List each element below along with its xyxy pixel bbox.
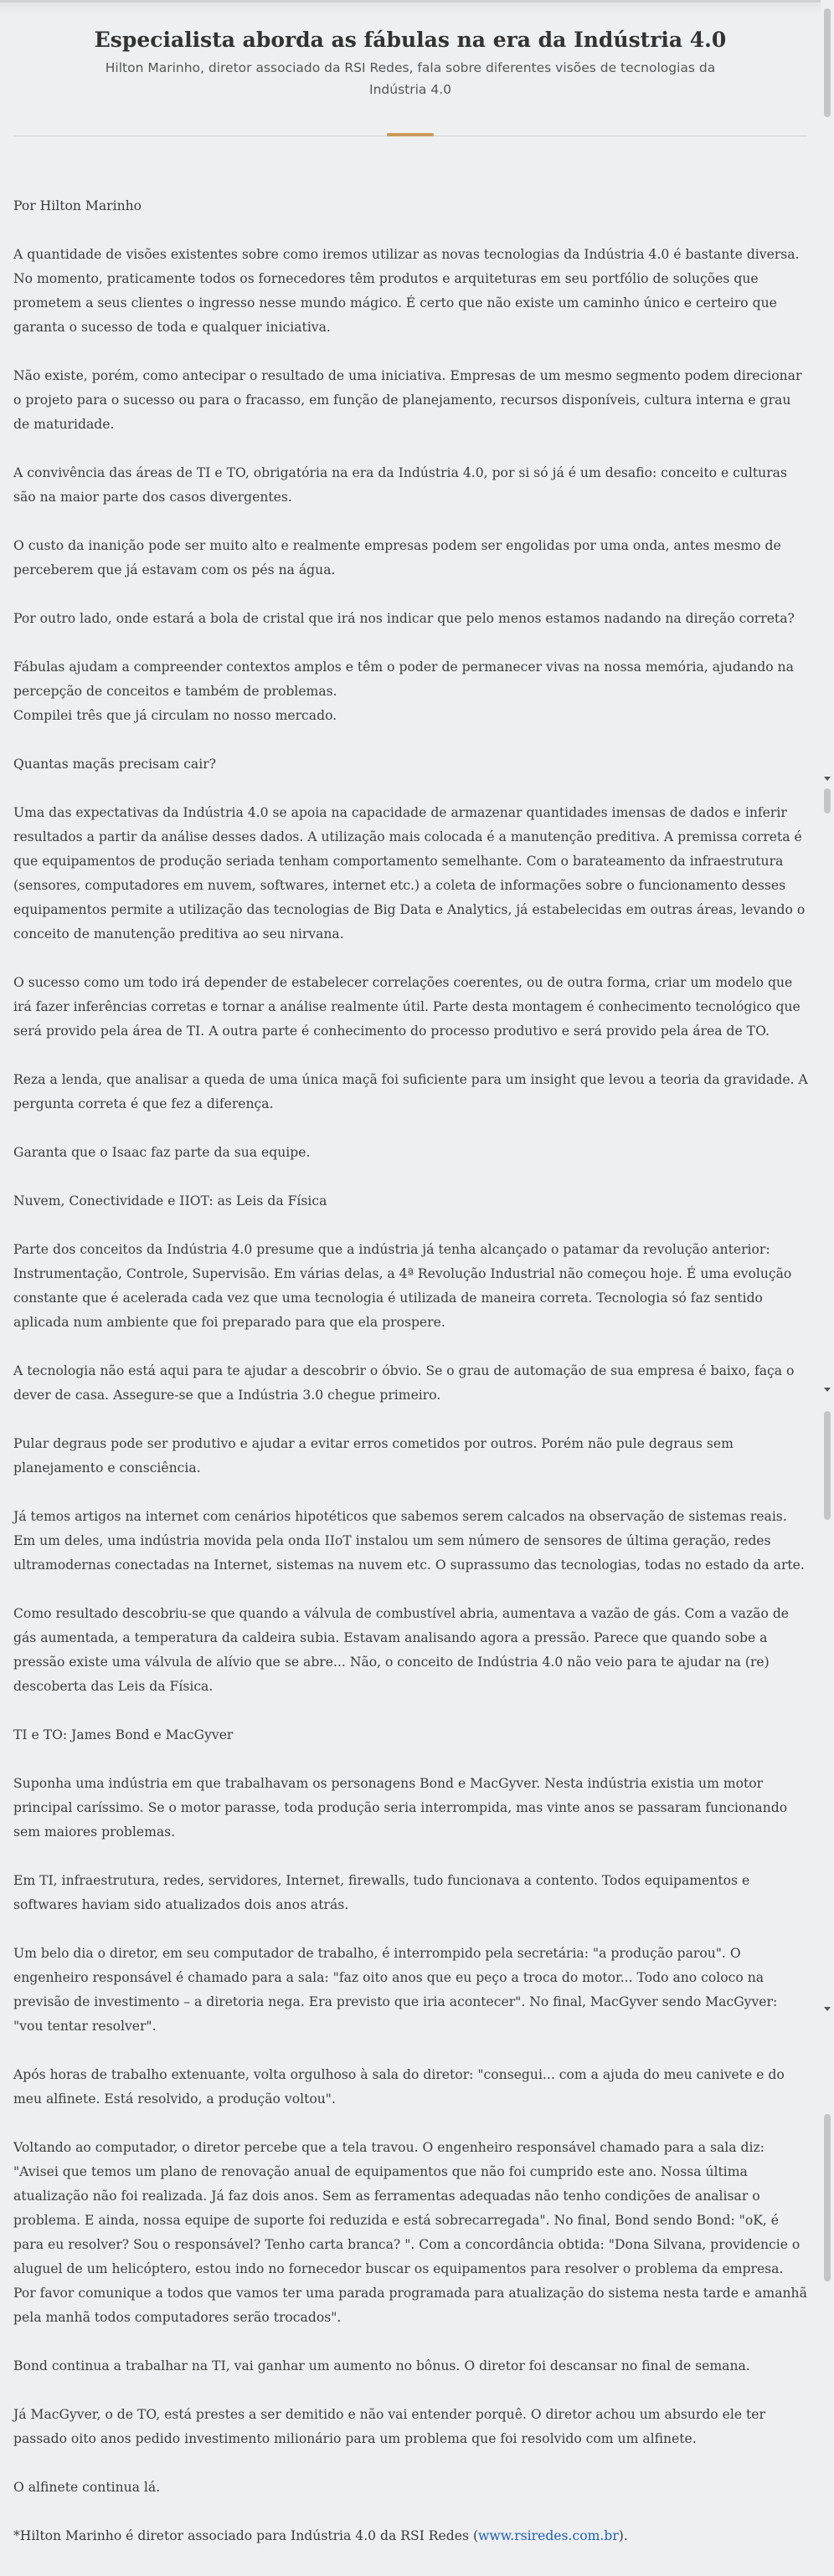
article-paragraph: Pular degraus pode ser produtivo e ajudar a evitar erros cometidos por outros. Porém não pule degraus sem planejamento e consciência. (13, 1436, 734, 1475)
article-paragraph: Fábulas ajudam a compreender contextos amplos e têm o poder de permanecer vivas na nossa memória, ajudando na percepção de conceitos e também de problemas. (13, 659, 794, 699)
article-header (0, 25, 821, 100)
article-paragraph: Por outro lado, onde estará a bola de cristal que irá nos indicar que pelo menos estamos nadando na direção correta? (13, 611, 795, 626)
article-paragraph: Já MacGyver, o de TO, está prestes a ser demitido e não vai entender porquê. O diretor achou um absurdo ele ter passado oito anos pedido investimento milionário para um problema que foi resolvido com um alfinete. (13, 2407, 765, 2446)
article-body (13, 194, 809, 2573)
section-heading: TI e TO: James Bond e MacGyver (13, 1727, 234, 1742)
article-paragraph: Não existe, porém, como antecipar o resultado de uma iniciativa. Empresas de um mesmo segmento podem direcionar o projeto para o sucesso ou para o fracasso, em função de planejamento, recursos disponíveis, cultura interna e grau de maturidade. (13, 368, 802, 432)
footer-text: *Hilton Marinho é diretor associado para Indústria 4.0 da RSI Redes ( (13, 2528, 479, 2543)
article-paragraph: Voltando ao computador, o diretor percebe que a tela travou. O engenheiro responsável chamado para a sala diz: "Avisei que temos um plano de renovação anual de equipamentos que não foi cumprido este ano. Nossa última atualização não foi realizada. Já faz dois anos. Sem as ferramentas adequadas não tenho condições de analisar o problema. E ainda, nossa equipe de suporte foi reduzida e está sobrecarregada". No final, Bond sendo Bond: "oK, é para eu resolver? Sou o responsável? Tenho carta branca? ". Com a concordância obtida: "Dona Silvana, providencie o aluguel de um helicóptero, estou indo no fornecedor buscar os equipamentos para resolver o problema da empresa. Por favor comunique a todos que vamos ter uma parada programada para atualização do sistema nesta tarde e amanhã pela manhã todos computadores serão trocados". (13, 2140, 807, 2325)
scroll-down-arrow-icon[interactable] (824, 777, 831, 781)
article-paragraph: Como resultado descobriu-se que quando a válvula de combustível abria, aumentava a vazão de gás. Com a vazão de gás aumentada, a temperatura da caldeira subia. Estavam analisando agora a pressão. Parece que quando sobe a pressão existe uma válvula de alívio que se abre... Não, o conceito de Indústria 4.0 não veio para te ajudar na (re) descoberta das Leis da Física. (13, 1606, 790, 1694)
scroll-down-arrow-icon[interactable] (824, 1388, 831, 1392)
page-scrollbar[interactable] (821, 0, 834, 2576)
top-bar (0, 0, 821, 15)
scrollbar-thumb-tertiary[interactable] (824, 1411, 831, 1520)
article-paragraph: Já temos artigos na internet com cenários hipotéticos que sabemos serem calcados na observação de sistemas reais. Em um deles, uma indústria movida pela onda IIoT instalou um sem número de sensores de última geração, redes ultramodernas conectadas na Internet, sistemas na nuvem etc. O suprassumo das tecnologias, todas no estado da arte. (13, 1509, 805, 1573)
article-paragraph: Após horas de trabalho extenuante, volta orgulhoso à sala do diretor: "consegui... com a ajuda do meu canivete e do meu alfinete. Está resolvido, a produção voltou". (13, 2067, 785, 2106)
article-paragraph: Suponha uma indústria em que trabalhavam os personagens Bond e MacGyver. Nesta indústria existia um motor principal caríssimo. Se o motor parasse, toda produção seria interrompida, mas vinte anos se passaram funcionando sem maiores problemas. (13, 1776, 788, 1840)
article-paragraph: Em TI, infraestrutura, redes, servidores, Internet, firewalls, tudo funcionava a contento. Todos equipamentos e softwares haviam sido atualizados dois anos atrás. (13, 1873, 750, 1912)
article-paragraph: Uma das expectativas da Indústria 4.0 se apoia na capacidade de armazenar quantidades imensas de dados e inferir resultados a partir da análise desses dados. A utilização mais colocada é a manutenção preditiva. A premissa correta é que equipamentos de produção seriada tenham comportamento semelhante. Com o barateamento da infraestrutura (sensores, computadores em nuvem, softwares, internet etc.) a coleta de informações sobre o funcionamento desses equipamentos permite a utilização das tecnologias de Big Data e Analytics, já estabelecidas em outras áreas, levando o conceito de manutenção preditiva ao seu nirvana. (13, 805, 806, 942)
scrollbar-thumb-lower[interactable] (824, 2114, 831, 2281)
article-paragraph: Compilei três que já circulam no nosso mercado. (13, 708, 337, 723)
article-title: Especialista aborda as fábulas na era da Indústria 4.0 (94, 28, 727, 52)
article-subtitle: Hilton Marinho, diretor associado da RSI Redes, fala sobre diferentes visões de tecnologias da Indústria 4.0 (105, 60, 716, 97)
section-heading: Quantas maçãs precisam cair? (13, 757, 217, 772)
footer-text-end: ). (618, 2528, 628, 2543)
article-paragraph: O alfinete continua lá. (13, 2480, 161, 2495)
article-paragraph: O sucesso como um todo irá depender de estabelecer correlações coerentes, ou de outra forma, criar um modelo que irá fazer inferências corretas e tornar a análise realmente útil. Parte desta montagem é conhecimento tecnológico que será provido pela área de TI. A outra parte é conhecimento do processo produtivo e será provido pela área de TO. (13, 975, 801, 1039)
article-paragraph: O custo da inanição pode ser muito alto e realmente empresas podem ser engolidas por uma onda, antes mesmo de perceberem que já estavam com os pés na água. (13, 538, 781, 577)
article-paragraph: Parte dos conceitos da Indústria 4.0 presume que a indústria já tenha alcançado o patamar da revolução anterior: Instrumentação, Controle, Supervisão. Em várias delas, a 4ª Revolução Industrial não começou hoje. É uma evolução constante que é acelerada cada vez que uma tecnologia é utilizada de maneira correta. Tecnologia só faz sentido aplicada num ambiente que foi preparado para que ela prospere. (13, 1242, 792, 1330)
article-paragraph: A tecnologia não está aqui para te ajudar a descobrir o óbvio. Se o grau de automação de sua empresa é baixo, faça o dever de casa. Assegure-se que a Indústria 3.0 chegue primeiro. (13, 1363, 795, 1403)
article-paragraph: Reza a lenda, que analisar a queda de uma única maçã foi suficiente para um insight que levou a teoria da gravidade. A pergunta correta é que fez a diferença. (13, 1072, 808, 1111)
article-paragraph: A quantidade de visões existentes sobre como iremos utilizar as novas tecnologias da Indústria 4.0 é bastante diversa. No momento, praticamente todos os fornecedores têm produtos e arquiteturas em seu portfólio de soluções que prometem a seus clientes o ingresso nesse mundo mágico. É certo que não existe um caminho único e certeiro que garanta o sucesso de toda e qualquer iniciativa. (13, 247, 800, 335)
article-byline: Por Hilton Marinho (13, 198, 142, 213)
scrollbar-thumb-secondary[interactable] (824, 788, 831, 813)
article-paragraph: A convivência das áreas de TI e TO, obrigatória na era da Indústria 4.0, por si só já é um desafio: conceito e culturas são na maior parte dos casos divergentes. (13, 465, 787, 505)
article-paragraph: Bond continua a trabalhar na TI, vai ganhar um aumento no bônus. O diretor foi descansar no final de semana. (13, 2358, 750, 2373)
scrollbar-thumb[interactable] (824, 8, 831, 117)
article-paragraph: Garanta que o Isaac faz parte da sua equipe. (13, 1145, 311, 1160)
article-footer (13, 2524, 809, 2548)
scroll-down-arrow-icon[interactable] (824, 2007, 831, 2011)
section-heading: Nuvem, Conectividade e IIOT: as Leis da Física (13, 1193, 327, 1208)
article-paragraph: Um belo dia o diretor, em seu computador de trabalho, é interrompido pela secretária: "a produção parou". O engenheiro responsável é chamado para a sala: "faz oito anos que eu peço a troca do motor... Todo ano coloco na previsão de investimento – a diretoria nega. Era previsto que iria acontecer". No final, MacGyver sendo MacGyver: "vou tentar resolver". (13, 1946, 778, 2034)
rsi-redes-link[interactable]: www.rsiredes.com.br (478, 2528, 619, 2543)
header-accent-bar (387, 133, 434, 136)
